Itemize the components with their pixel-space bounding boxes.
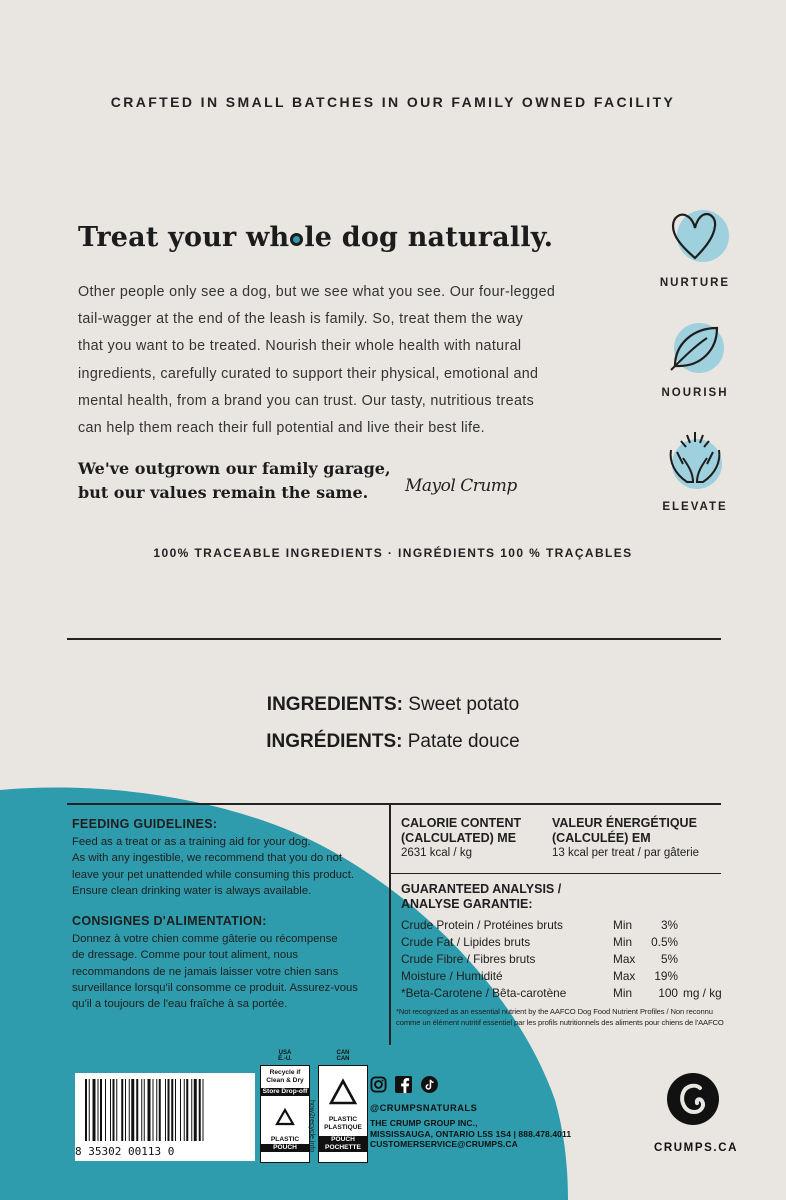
analysis-row: Crude Protein / Protéines bruts Min 3% — [401, 918, 678, 932]
analysis-row: Crude Fat / Lipides bruts Min 0.5% — [401, 935, 678, 949]
feeding-guidelines: FEEDING GUIDELINES: Feed as a treat or as a training aid for your dog. As with any ingestible, we recommend that you do not leave your pet unattended while consuming this product. Ensure clean drinking water is always available. CONSIGNES D'ALIMENTATION: Donnez à votre chien comme gâterie ou récompense de dressage. Comme pour tout aliment, nous recommandons de ne jamais laisser votre chien sans surveillance lorsqu'il consomme ce produit. Assurez-vous qu'il a toujours de l'eau fraîche à sa portée. — [72, 816, 377, 1012]
barcode-bar — [199, 1079, 201, 1141]
barcode — [75, 1073, 255, 1161]
social-handle[interactable]: @CRUMPSNATURALS — [370, 1103, 478, 1113]
heart-icon — [659, 204, 731, 266]
tagline: CRAFTED IN SMALL BATCHES IN OUR FAMILY OWNED FACILITY — [110, 94, 676, 110]
barcode-bar — [93, 1079, 96, 1141]
facebook-icon[interactable] — [395, 1076, 412, 1093]
barcode-bar — [153, 1079, 154, 1141]
barcode-bar — [184, 1079, 185, 1141]
barcode-bar — [100, 1079, 102, 1141]
barcode-bar — [203, 1079, 204, 1141]
barcode-bar — [116, 1079, 117, 1141]
barcode-bar — [129, 1079, 130, 1141]
calorie-content-en: CALORIE CONTENT (CALCULATED) ME 2631 kcal / kg — [401, 816, 522, 859]
social-icons — [370, 1076, 442, 1098]
calorie-divider — [391, 873, 721, 874]
recycle-icon — [273, 1108, 297, 1130]
barcode-bar — [191, 1079, 192, 1141]
instagram-icon[interactable] — [370, 1076, 387, 1093]
barcode-bar — [98, 1079, 99, 1141]
barcode-bar — [165, 1079, 166, 1141]
guaranteed-analysis-table — [401, 918, 731, 1003]
barcode-bar — [144, 1079, 145, 1141]
ingredients-en: INGREDIENTS: Sweet potato — [266, 694, 520, 715]
barcode-bar — [194, 1079, 197, 1141]
benefit-elevate: ELEVATE — [640, 428, 750, 513]
recycle-usa: USA É.-U. Recycle if Clean & Dry Store Drop-off PLASTIC POUCH — [260, 1050, 310, 1163]
tiktok-icon[interactable] — [421, 1076, 438, 1093]
barcode-bar — [171, 1079, 173, 1141]
barcode-bar — [105, 1079, 106, 1141]
aafco-footnote: *Not recognized as an essential nutrient by the AAFCO Dog Food Nutrient Profiles / Non reconnu comme un élément nutritif essentiel par les profils nutritionnels des aliments pour chiens de l'AAFCO — [396, 1007, 724, 1027]
o-dot-icon — [290, 233, 303, 246]
recycle-icon — [327, 1078, 359, 1108]
section-divider — [67, 638, 721, 640]
barcode-bar — [168, 1079, 170, 1141]
barcode-bar — [175, 1079, 176, 1141]
feeding-en-text: Feed as a treat or as a training aid for your dog. As with any ingestible, we recommend that you do not leave your pet unattended while consuming this product. Ensure clean drinking water is always available. — [72, 836, 354, 897]
analysis-row: Crude Fibre / Fibres bruts Max 5% — [401, 952, 678, 966]
barcode-bar — [136, 1079, 138, 1141]
hands-icon — [657, 428, 733, 490]
benefit-nurture: NURTURE — [640, 204, 750, 289]
values-statement: We've outgrown our family garage, but our values remain the same. — [78, 459, 391, 502]
barcode-bar — [85, 1079, 87, 1141]
barcode-bar — [113, 1079, 115, 1141]
company-address: THE CRUMP GROUP INC., MISSISSAUGA, ONTARIO L5S 1S4 | 888.478.4011 CUSTOMERSERVICE@CRUMPS.CA — [370, 1118, 572, 1149]
panel-top-rule — [67, 803, 721, 805]
website-url[interactable]: CRUMPS.CA — [653, 1142, 739, 1154]
barcode-bar — [148, 1079, 151, 1141]
barcode-bar — [159, 1079, 161, 1141]
crumps-c-icon — [666, 1072, 720, 1126]
barcode-bar — [110, 1079, 111, 1141]
barcode-bar — [180, 1079, 181, 1141]
guaranteed-analysis-title: GUARANTEED ANALYSIS / ANALYSE GARANTIE: — [401, 882, 562, 911]
calorie-content-fr: VALEUR ÉNERGÉTIQUE (CALCULÉE) EM 13 kcal per treat / par gâterie — [552, 816, 700, 859]
barcode-bar — [121, 1079, 123, 1141]
barcode-bars — [75, 1073, 255, 1145]
panel-column-rule — [389, 803, 391, 1045]
traceable-statement: 100% TRACEABLE INGREDIENTS · INGRÉDIENTS 100 % TRAÇABLES — [153, 546, 633, 560]
barcode-bar — [131, 1079, 134, 1141]
barcode-bar — [125, 1079, 126, 1141]
feeding-fr-text: Donnez à votre chien comme gâterie ou récompense de dressage. Comme pour tout aliment, nous recommandons de ne jamais laisser votre chien sans surveillance lorsqu'il consomme ce produit. Assurez-vous qu'il a toujours de l'eau fraîche à sa portée. — [72, 933, 358, 1011]
how2recycle-label: how2recycle.info — [308, 1100, 315, 1153]
leaf-icon — [659, 320, 731, 376]
ingredients-fr: INGRÉDIENTS: Patate douce — [266, 731, 520, 752]
crumps-logo — [666, 1072, 720, 1131]
barcode-bar — [141, 1079, 142, 1141]
analysis-row: Moisture / Humidité Max 19% — [401, 969, 678, 983]
barcode-digits: 8 35302 00113 0 — [75, 1145, 175, 1158]
signature: Mayol Crump — [405, 476, 517, 496]
brand-story: Other people only see a dog, but we see what you see. Our four-legged tail-wagger at the end of the leash is family. So, treat them the way that you want to be treated. Nourish their whole health with natural ingredients, carefully curated to support their physical, emotional and mental health, from a brand you can trust. Our tasty, nutritious treats can help them reach their full potential and live their best life. — [78, 284, 556, 437]
headline: Treat your wh le dog naturally. — [78, 222, 554, 253]
analysis-row: *Beta-Carotene / Bêta-carotène Min 100 mg / kg — [401, 986, 722, 1000]
barcode-bar — [156, 1079, 157, 1141]
barcode-bar — [89, 1079, 90, 1141]
recycle-can: CAN CAN PLASTIC PLASTIQUE POUCH POCHETTE — [318, 1050, 368, 1163]
benefit-nourish: NOURISH — [640, 320, 750, 399]
barcode-bar — [186, 1079, 188, 1141]
